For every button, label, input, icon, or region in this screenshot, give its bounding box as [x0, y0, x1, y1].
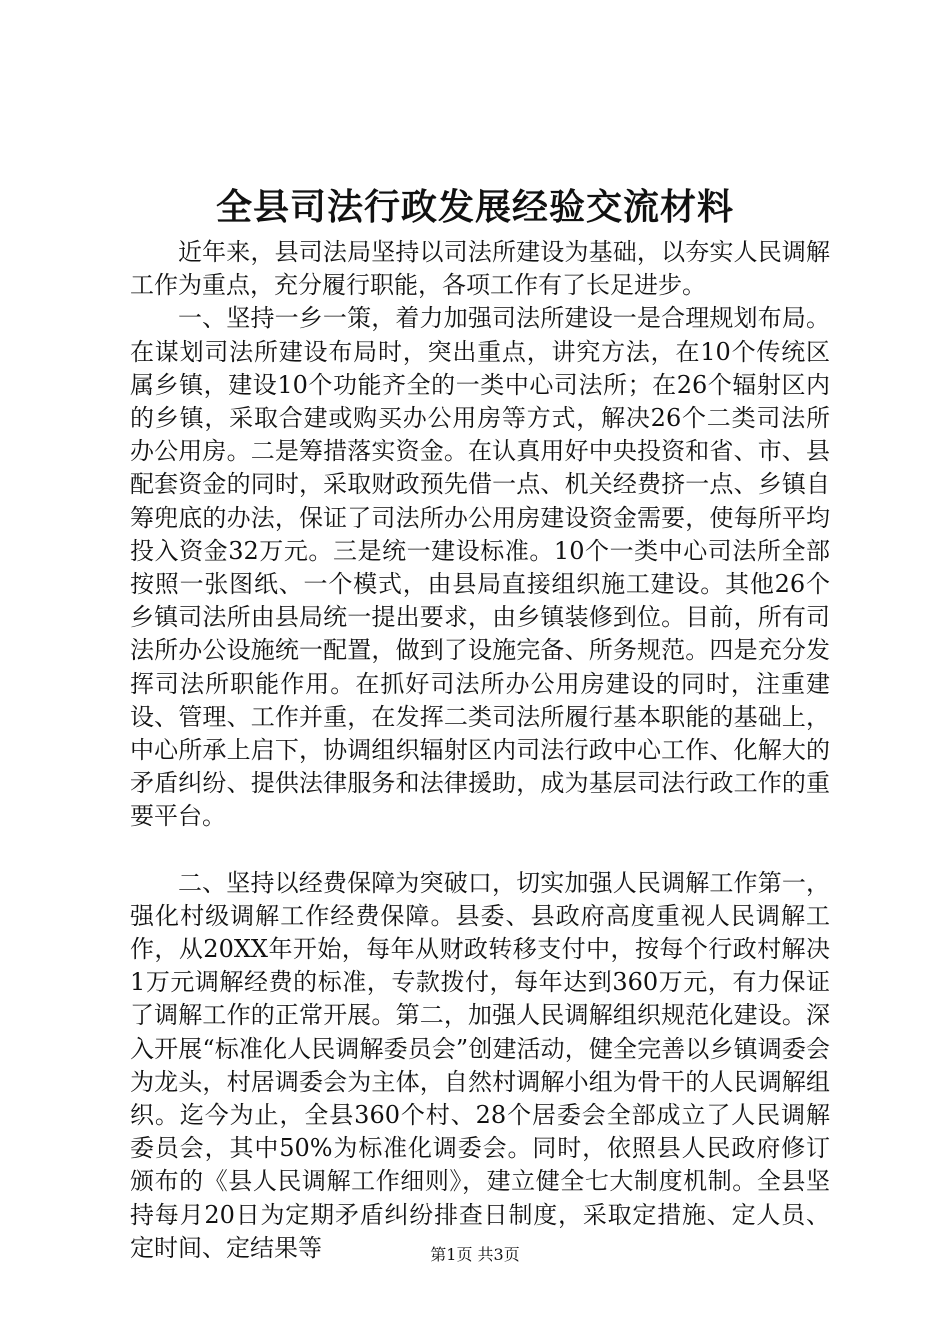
- document-body: [130, 236, 830, 1265]
- paragraph-section-two: 二、坚持以经费保障为突破口，切实加强人民调解工作第一，强化村级调解工作经费保障。县委、县政府高度重视人民调解工作，从20XX年开始，每年从财政转移支付中，按每个行政村解决1万元调解经费的标准，专款拨付，每年达到360万元，有力保证了调解工作的正常开展。第二，加强人民调解组织规范化建设。深入开展“标准化人民调解委员会”创建活动，健全完善以乡镇调委会为龙头，村居调委会为主体，自然村调解小组为骨干的人民调解组织。迄今为止，全县360个村、28个居委会全部成立了人民调解委员会，其中50%为标准化调委会。同时，依照县人民政府修订颁布的《县人民调解工作细则》，建立健全七大制度机制。全县坚持每月20日为定期矛盾纠纷排查日制度，采取定措施、定人员、定时间、定结果等: [130, 868, 830, 1262]
- paragraph-section-one: 一、坚持一乡一策，着力加强司法所建设一是合理规划布局。在谋划司法所建设布局时，突出重点，讲究方法，在10个传统区属乡镇，建设10个功能齐全的一类中心司法所；在26个辐射区内的乡镇，采取合建或购买办公用房等方式，解决26个二类司法所办公用房。二是筹措落实资金。在认真用好中央投资和省、市、县配套资金的同时，采取财政预先借一点、机关经费挤一点、乡镇自筹兜底的办法，保证了司法所办公用房建设资金需要，使每所平均投入资金32万元。三是统一建设标准。10个一类中心司法所全部按照一张图纸、一个模式，由县局直接组织施工建设。其他26个乡镇司法所由县局统一提出要求，由乡镇装修到位。目前，所有司法所办公设施统一配置，做到了设施完备、所务规范。四是充分发挥司法所职能作用。在抓好司法所办公用房建设的同时，注重建设、管理、工作并重，在发挥二类司法所履行基本职能的基础上，中心所承上启下，协调组织辐射区内司法行政中心工作、化解大的矛盾纠纷、提供法律服务和法律援助，成为基层司法行政工作的重要平台。: [130, 304, 830, 831]
- document-title: 全县司法行政发展经验交流材料: [215, 186, 734, 228]
- page-number-footer: 第1页 共3页: [430, 1245, 520, 1264]
- paragraph-intro: 近年来，县司法局坚持以司法所建设为基础，以夯实人民调解工作为重点，充分履行职能，各项工作有了长足进步。: [130, 238, 830, 300]
